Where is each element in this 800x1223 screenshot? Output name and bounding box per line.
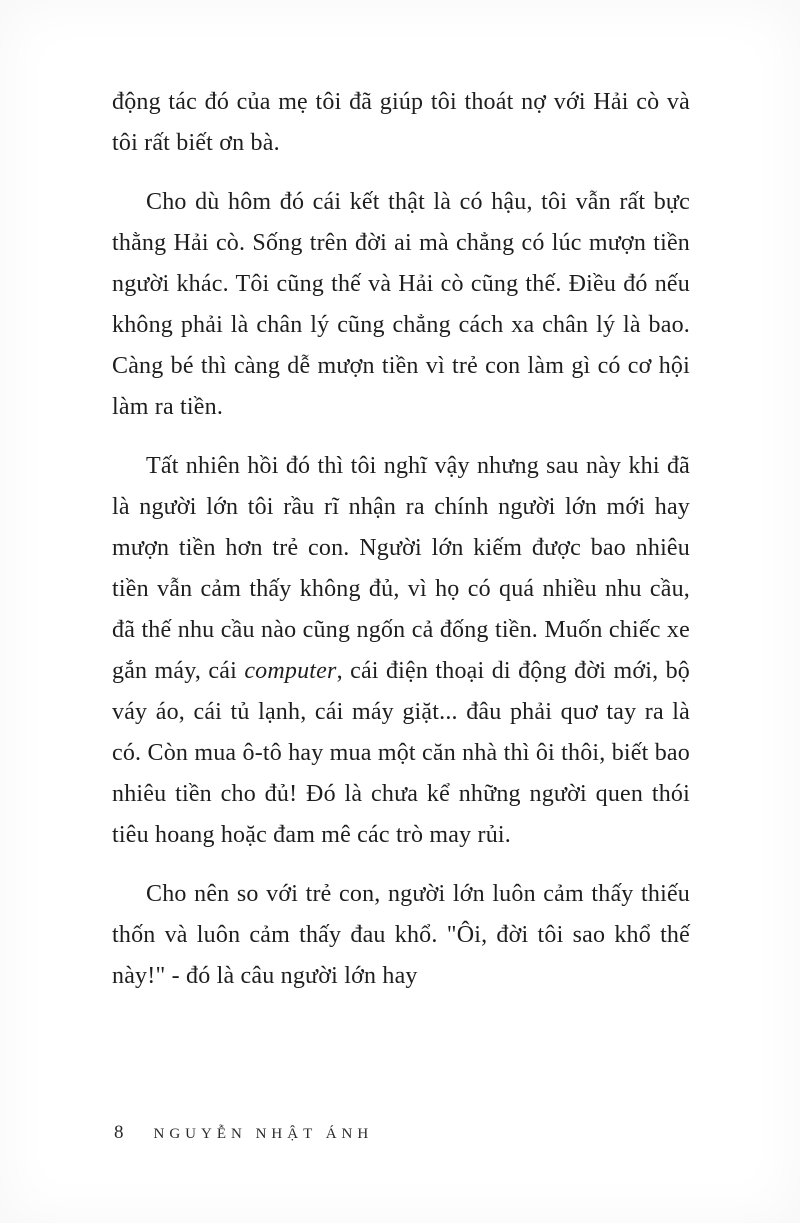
- paragraph: [112, 874, 690, 997]
- italic-text-run: computer: [244, 658, 337, 684]
- paragraph: [112, 82, 690, 164]
- body-text: [112, 82, 690, 997]
- text-run: Cho dù hôm đó cái kết thật là có hậu, tôi vẫn rất bực thằng Hải cò. Sống trên đời ai mà chẳng có lúc mượn tiền người khác. Tôi cũng thế và Hải cò cũng thế. Điều đó nếu không phải là chân lý cũng chẳng cách xa chân lý là bao. Càng bé thì càng dễ mượn tiền vì trẻ con làm gì có cơ hội làm ra tiền.: [112, 189, 690, 420]
- page-footer: [114, 1122, 373, 1144]
- text-run: Tất nhiên hồi đó thì tôi nghĩ vậy nhưng sau này khi đã là người lớn tôi rầu rĩ nhận ra chính người lớn mới hay mượn tiền hơn trẻ con. Người lớn kiếm được bao nhiêu tiền vẫn cảm thấy không đủ, vì họ có quá nhiều nhu cầu, đã thế nhu cầu nào cũng ngốn cả đống tiền. Muốn chiếc xe gắn máy, cái: [112, 453, 690, 684]
- text-run: Cho nên so với trẻ con, người lớn luôn cảm thấy thiếu thốn và luôn cảm thấy đau khổ. "Ôi, đời tôi sao khổ thế này!" - đó là câu người lớn hay: [112, 881, 690, 989]
- text-run: , cái điện thoại di động đời mới, bộ váy áo, cái tủ lạnh, cái máy giặt... đâu phải quơ tay ra là có. Còn mua ô-tô hay mua một căn nhà thì ôi thôi, biết bao nhiêu tiền cho đủ! Đó là chưa kể những người quen thói tiêu hoang hoặc đam mê các trò may rủi.: [112, 658, 690, 848]
- paragraph: [112, 182, 690, 428]
- author-name: NGUYỄN NHẬT ÁNH: [153, 1126, 374, 1142]
- page-number: 8: [114, 1122, 124, 1143]
- paragraph: [112, 446, 690, 856]
- text-run: động tác đó của mẹ tôi đã giúp tôi thoát nợ với Hải cò và tôi rất biết ơn bà.: [112, 89, 690, 156]
